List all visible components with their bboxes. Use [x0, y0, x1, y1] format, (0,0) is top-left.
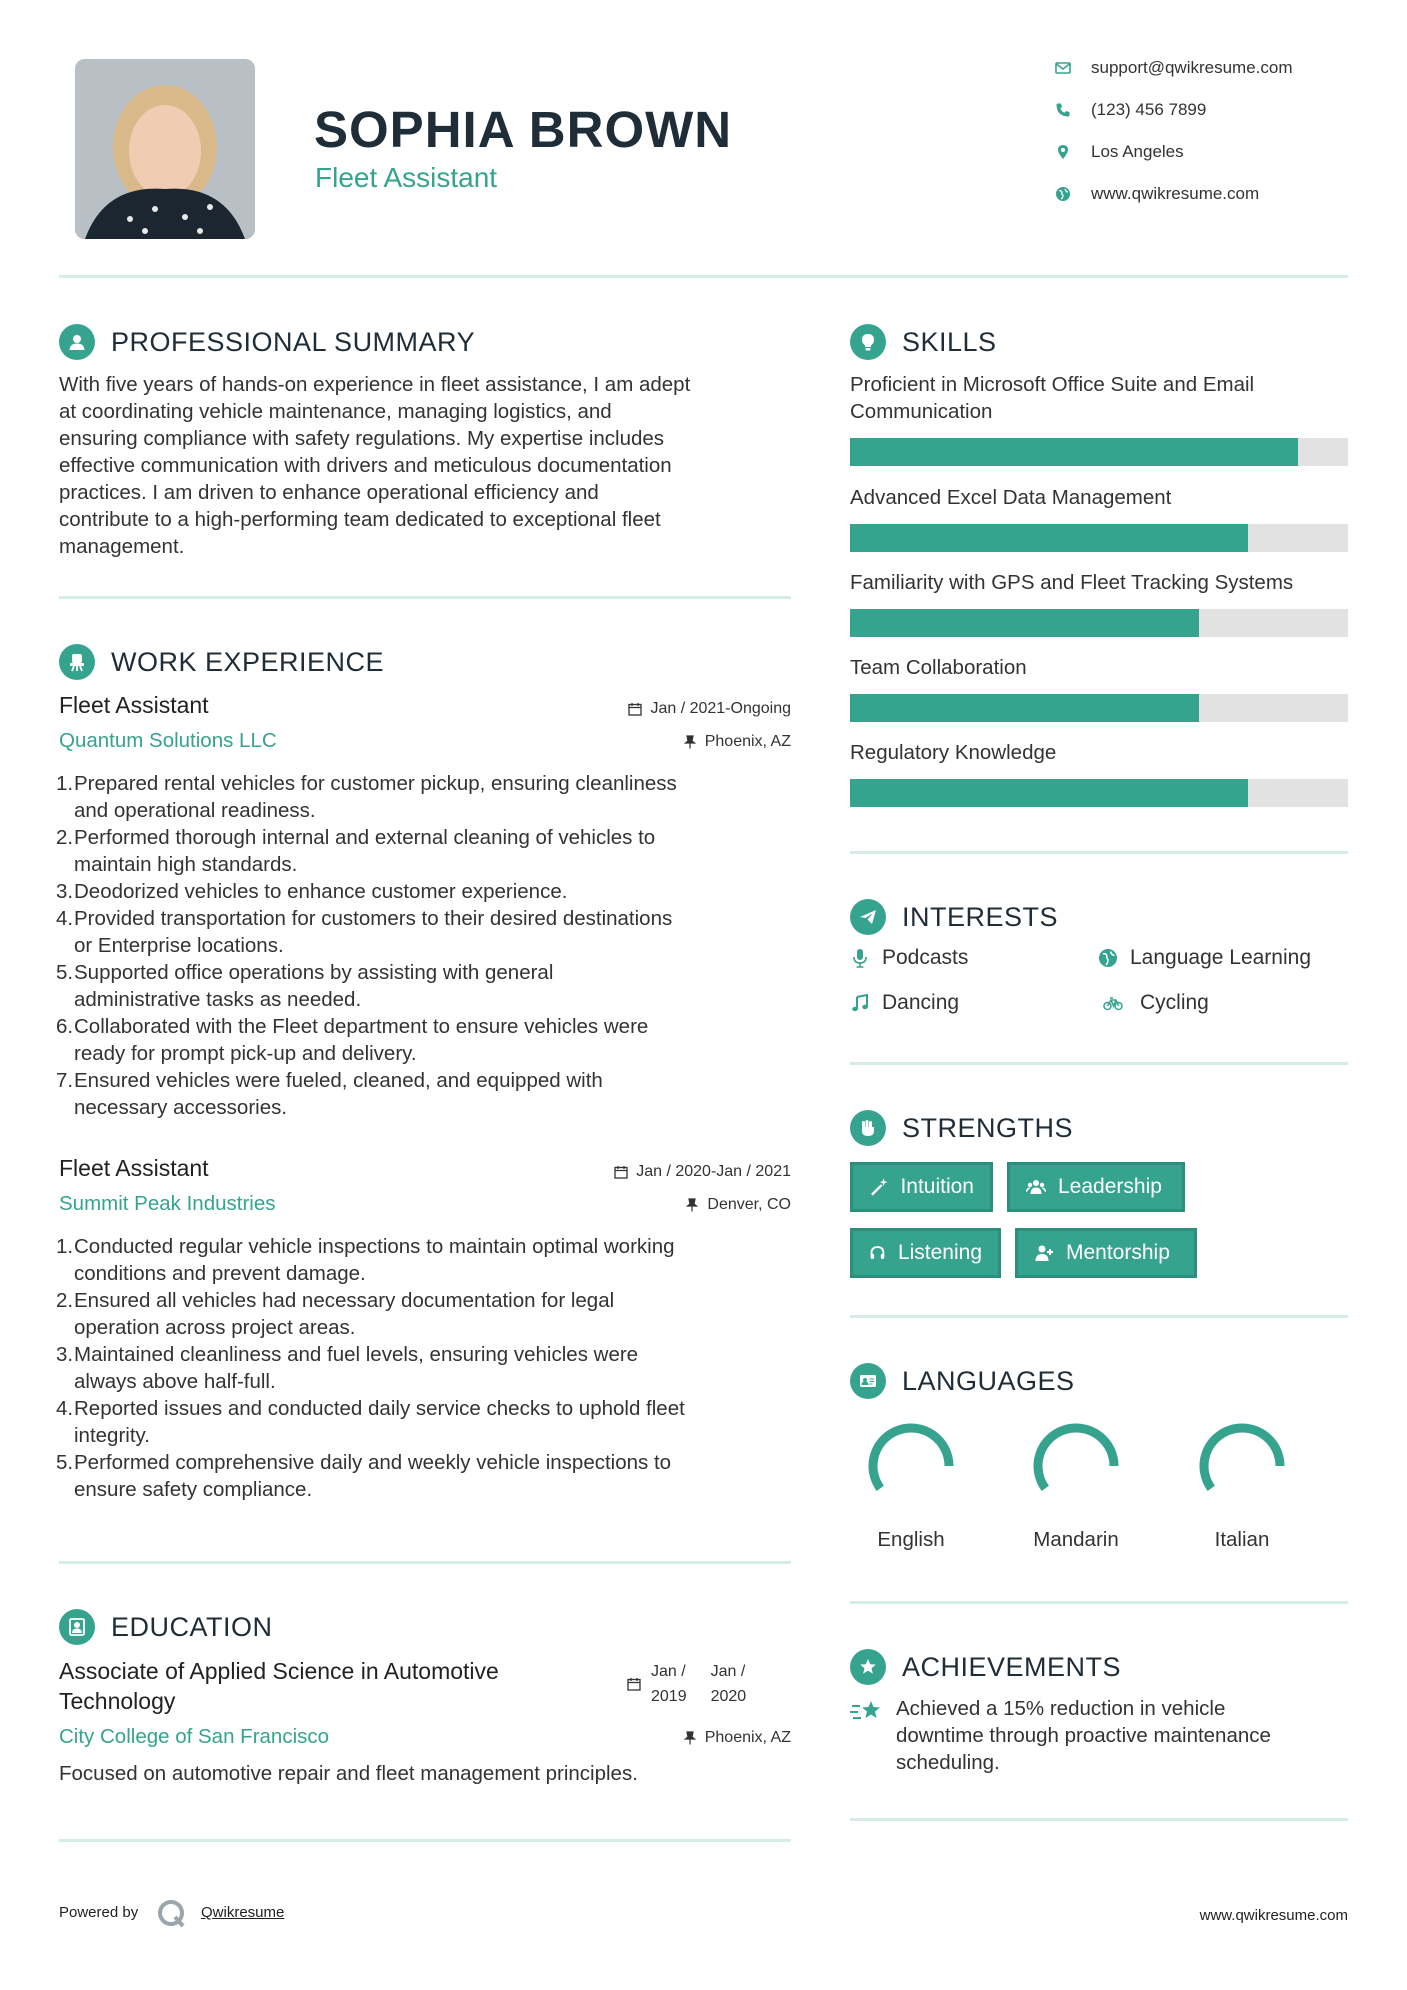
powered-by-label: Powered by — [59, 1904, 139, 1921]
skill-item — [850, 739, 1348, 807]
skill-item — [850, 371, 1348, 466]
strength-chip-leadership — [1007, 1162, 1185, 1212]
languages-heading: LANGUAGES — [902, 1365, 1075, 1396]
email-icon — [1055, 60, 1071, 76]
briefcase-chair-icon — [59, 644, 95, 680]
education-dates — [627, 1659, 746, 1709]
edu-end-year: 2020 — [710, 1688, 747, 1705]
language-item — [1182, 1418, 1302, 1552]
summary-line: contribute to a high-performing team dedicated to exceptional fleet — [59, 508, 661, 531]
summary-line: at coordinating vehicle maintenance, managing logistics, and — [59, 400, 612, 423]
achievement-text — [896, 1695, 1348, 1776]
education-description: Focused on automotive repair and fleet management principles. — [59, 1762, 638, 1785]
education-school: City College of San Francisco — [59, 1725, 330, 1748]
degree-line: Associate of Applied Science in Automotive — [59, 1658, 499, 1684]
skill-bar-fill — [850, 779, 1248, 807]
qwikresume-link[interactable]: Qwikresume — [201, 1904, 285, 1921]
job-1-duties — [56, 770, 796, 1121]
edu-start-month: Jan / — [651, 1663, 686, 1680]
education-degree — [59, 1656, 499, 1716]
list-item: 2. Ensured all vehicles had necessary documentation for legal operation across project areas. — [56, 1289, 615, 1339]
languages-section-header — [850, 1363, 1075, 1399]
strength-label: Intuition — [900, 1175, 974, 1198]
skill-bar-track — [850, 609, 1348, 637]
list-item: 6. Collaborated with the Fleet department to ensure vehicles were ready for prompt pick-up and delivery. — [56, 1015, 649, 1065]
lightbulb-icon — [850, 324, 886, 360]
bicycle-icon — [1098, 993, 1128, 1013]
interest-dancing — [850, 991, 959, 1015]
list-item: 1. Conducted regular vehicle inspections to maintain optimal working conditions and prevent damage. — [56, 1235, 675, 1285]
list-item: 4. Provided transportation for customers to their desired destinations or Enterprise locations. — [56, 907, 673, 957]
list-item: 5. Supported office operations by assisting with general administrative tasks as needed. — [56, 961, 554, 1011]
calendar-icon — [628, 702, 642, 716]
summary-line: effective communication with drivers and meticulous documentation — [59, 454, 672, 477]
map-pin-icon — [1055, 144, 1071, 160]
phone-icon — [1055, 102, 1071, 118]
list-item: 1. Prepared rental vehicles for customer pickup, ensuring cleanliness and operational readiness. — [56, 772, 677, 822]
contact-website-text: www.qwikresume.com — [1091, 184, 1260, 203]
skill-name: Regulatory Knowledge — [850, 741, 1057, 764]
strength-chip-intuition — [850, 1162, 993, 1212]
strengths-section-header — [850, 1110, 1073, 1146]
education-location-text: Phoenix, AZ — [704, 1729, 791, 1746]
skill-bar-fill — [850, 438, 1298, 466]
interest-cycling — [1098, 991, 1209, 1015]
globe-icon — [1098, 948, 1118, 968]
skill-bar-track — [850, 779, 1348, 807]
language-name: Italian — [1214, 1528, 1270, 1551]
strength-chip-mentorship — [1015, 1228, 1197, 1278]
interest-label: Dancing — [882, 991, 960, 1014]
summary-divider — [59, 596, 791, 599]
list-item: 3. Maintained cleanliness and fuel levels, ensuring vehicles were always above half-full. — [56, 1343, 639, 1393]
strength-chip-listening — [850, 1228, 1001, 1278]
users-icon — [1026, 1177, 1046, 1197]
summary-text — [59, 371, 799, 560]
skill-item — [850, 654, 1348, 722]
language-ring-arc — [1204, 1428, 1280, 1488]
job-2-location-text: Denver, CO — [707, 1196, 791, 1213]
job-1-company: Quantum Solutions LLC — [59, 729, 277, 752]
education-divider — [59, 1839, 791, 1842]
pin-icon — [683, 735, 697, 749]
strength-label: Mentorship — [1066, 1241, 1170, 1264]
pin-icon — [683, 1731, 697, 1745]
fist-icon — [850, 1110, 886, 1146]
skills-heading: SKILLS — [902, 326, 997, 357]
candidate-name: SOPHIA BROWN — [314, 101, 733, 158]
job-2-title: Fleet Assistant — [59, 1155, 209, 1181]
skills-divider — [850, 851, 1348, 854]
summary-line: management. — [59, 535, 185, 558]
work-section-header — [59, 644, 384, 680]
list-item: 4. Reported issues and conducted daily service checks to uphold fleet integrity. — [56, 1397, 685, 1447]
language-ring — [1194, 1418, 1290, 1514]
language-ring-arc — [1038, 1428, 1114, 1488]
summary-section-header — [59, 324, 475, 360]
calendar-icon — [627, 1677, 641, 1691]
shooting-star-icon — [850, 1698, 884, 1733]
strength-label: Leadership — [1058, 1175, 1162, 1198]
skill-bar-track — [850, 694, 1348, 722]
strength-label: Listening — [897, 1241, 982, 1264]
skill-name: Advanced Excel Data Management — [850, 486, 1172, 509]
job-1-location-text: Phoenix, AZ — [704, 733, 791, 750]
calendar-icon — [614, 1165, 628, 1179]
achievement-line: scheduling. — [896, 1751, 1000, 1774]
interests-divider — [850, 1062, 1348, 1065]
job-2-company: Summit Peak Industries — [59, 1192, 276, 1215]
work-divider — [59, 1561, 791, 1564]
header-divider — [59, 275, 1348, 278]
achievements-divider — [850, 1818, 1348, 1821]
education-location — [500, 1729, 791, 1747]
skill-name: Familiarity with GPS and Fleet Tracking Systems — [850, 571, 1294, 594]
candidate-title: Fleet Assistant — [315, 162, 498, 193]
profile-photo — [75, 59, 255, 239]
music-note-icon — [850, 993, 870, 1013]
footer-website-link[interactable]: www.qwikresume.com — [1199, 1907, 1348, 1924]
pin-icon — [685, 1198, 699, 1212]
list-item: 5. Performed comprehensive daily and weekly vehicle inspections to ensure safety compliance. — [56, 1451, 672, 1501]
summary-line: practices. I am driven to enhance operational efficiency and — [59, 481, 599, 504]
language-name: English — [877, 1528, 945, 1551]
job-2-dates-text: Jan / 2020-Jan / 2021 — [636, 1163, 791, 1180]
education-heading: EDUCATION — [111, 1611, 273, 1642]
skill-name: Communication — [850, 400, 993, 423]
strengths-heading: STRENGTHS — [902, 1112, 1074, 1143]
id-card-icon — [850, 1363, 886, 1399]
interest-label: Language Learning — [1130, 946, 1312, 969]
contact-location-text: Los Angeles — [1091, 142, 1184, 161]
user-icon — [59, 324, 95, 360]
interest-label: Cycling — [1140, 991, 1209, 1014]
strengths-divider — [850, 1315, 1348, 1318]
user-plus-icon — [1034, 1243, 1054, 1263]
interests-heading: INTERESTS — [902, 901, 1059, 932]
job-1-dates — [500, 700, 791, 718]
skill-bar-fill — [850, 609, 1199, 637]
achievement-line: downtime through proactive maintenance — [896, 1724, 1271, 1747]
degree-line: Technology — [59, 1688, 176, 1714]
skill-item — [850, 569, 1348, 637]
contact-location — [1055, 142, 1184, 162]
skill-bar-fill — [850, 694, 1199, 722]
skill-name: Team Collaboration — [850, 656, 1027, 679]
language-item — [1016, 1418, 1136, 1552]
contact-email[interactable] — [1055, 58, 1293, 78]
interests-section-header — [850, 899, 1058, 935]
star-badge-icon — [850, 1649, 886, 1685]
edu-end-month: Jan / — [710, 1663, 746, 1680]
list-item: 3. Deodorized vehicles to enhance customer experience. — [56, 880, 568, 903]
work-heading: WORK EXPERIENCE — [111, 646, 385, 677]
summary-line: With five years of hands-on experience in fleet assistance, I am adept — [59, 373, 691, 396]
interest-language-learning — [1098, 946, 1311, 970]
headphones-icon — [869, 1243, 886, 1263]
skill-bar-track — [850, 438, 1348, 466]
contact-phone[interactable] — [1055, 100, 1206, 120]
magic-wand-icon — [869, 1177, 888, 1197]
languages-divider — [850, 1601, 1348, 1604]
summary-line: ensuring compliance with safety regulations. My expertise includes — [59, 427, 665, 450]
globe-icon — [1055, 186, 1071, 202]
skill-item — [850, 484, 1348, 552]
graduate-icon — [59, 1609, 95, 1645]
interest-podcasts — [850, 946, 968, 970]
job-1-title: Fleet Assistant — [59, 692, 209, 718]
interest-label: Podcasts — [882, 946, 969, 969]
microphone-icon — [850, 948, 870, 968]
list-item: 7. Ensured vehicles were fueled, cleaned, and equipped with necessary accessories. — [56, 1069, 603, 1119]
job-2-dates — [500, 1163, 791, 1181]
language-ring-arc — [873, 1428, 949, 1488]
skill-name: Proficient in Microsoft Office Suite and Email — [850, 373, 1255, 396]
language-item — [851, 1418, 971, 1552]
skill-bar-track — [850, 524, 1348, 552]
edu-start-year: 2019 — [651, 1688, 687, 1705]
language-ring — [863, 1418, 959, 1514]
paper-plane-icon — [850, 899, 886, 935]
qwikresume-logo-icon — [156, 1898, 188, 1935]
achievements-heading: ACHIEVEMENTS — [902, 1651, 1122, 1682]
skills-section-header — [850, 324, 997, 360]
list-item: 2. Performed thorough internal and external cleaning of vehicles to maintain high standards. — [56, 826, 656, 876]
achievements-section-header — [850, 1649, 1121, 1685]
job-1-location — [500, 733, 791, 751]
contact-email-text: support@qwikresume.com — [1091, 58, 1293, 77]
job-2-location — [500, 1196, 791, 1214]
language-name: Mandarin — [1033, 1528, 1119, 1551]
language-ring — [1028, 1418, 1124, 1514]
contact-phone-text: (123) 456 7899 — [1091, 100, 1207, 119]
summary-heading: PROFESSIONAL SUMMARY — [111, 326, 476, 357]
job-2-duties — [56, 1233, 796, 1503]
skill-bar-fill — [850, 524, 1248, 552]
contact-website[interactable] — [1055, 184, 1259, 204]
job-1-dates-text: Jan / 2021-Ongoing — [650, 700, 791, 717]
education-section-header — [59, 1609, 273, 1645]
achievement-line: Achieved a 15% reduction in vehicle — [896, 1697, 1226, 1720]
